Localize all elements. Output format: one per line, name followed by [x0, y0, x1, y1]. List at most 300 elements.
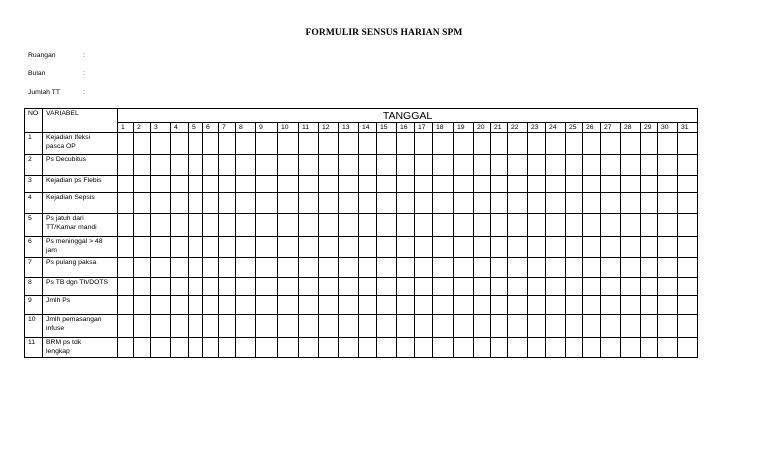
day-cell: [319, 237, 339, 258]
day-cell: [474, 237, 491, 258]
day-cell: [203, 133, 219, 155]
day-cell: [118, 315, 134, 338]
day-cell: [256, 193, 278, 214]
day-cell: [236, 155, 256, 176]
day-cell: [546, 338, 566, 358]
day-number: 16: [397, 123, 415, 133]
day-cell: [528, 214, 546, 237]
day-cell: [256, 338, 278, 358]
day-cell: [454, 296, 474, 315]
day-cell: [641, 315, 658, 338]
day-cell: [118, 258, 134, 278]
day-cell: [601, 258, 621, 278]
day-cell: [678, 133, 698, 155]
day-cell: [621, 237, 641, 258]
day-number: 10: [278, 123, 299, 133]
day-cell: [474, 338, 491, 358]
row-no: 8: [25, 278, 43, 296]
day-cell: [134, 176, 151, 193]
day-cell: [601, 237, 621, 258]
day-cell: [236, 315, 256, 338]
day-number: 21: [491, 123, 508, 133]
day-cell: [339, 315, 359, 338]
day-cell: [171, 133, 189, 155]
day-cell: [359, 296, 377, 315]
day-cell: [546, 237, 566, 258]
day-cell: [491, 338, 508, 358]
day-number: 30: [658, 123, 678, 133]
day-cell: [171, 315, 189, 338]
day-number: 14: [359, 123, 377, 133]
day-cell: [171, 176, 189, 193]
day-cell: [546, 258, 566, 278]
day-cell: [474, 176, 491, 193]
day-number: 29: [641, 123, 658, 133]
day-cell: [359, 338, 377, 358]
day-cell: [151, 278, 171, 296]
day-cell: [641, 155, 658, 176]
day-number: 1: [118, 123, 134, 133]
day-cell: [528, 133, 546, 155]
day-cell: [151, 214, 171, 237]
day-cell: [658, 155, 678, 176]
row-variabel: Ps pulang paksa: [43, 258, 118, 278]
day-cell: [583, 155, 601, 176]
day-cell: [601, 214, 621, 237]
day-cell: [189, 214, 203, 237]
day-cell: [171, 155, 189, 176]
day-cell: [621, 176, 641, 193]
day-cell: [491, 176, 508, 193]
day-cell: [377, 258, 397, 278]
day-cell: [601, 296, 621, 315]
day-cell: [256, 296, 278, 315]
day-cell: [601, 155, 621, 176]
day-cell: [583, 338, 601, 358]
day-cell: [397, 155, 415, 176]
day-cell: [397, 278, 415, 296]
table-row: [25, 193, 698, 214]
day-cell: [319, 278, 339, 296]
day-cell: [415, 237, 433, 258]
day-cell: [256, 214, 278, 237]
day-cell: [566, 176, 583, 193]
day-cell: [134, 338, 151, 358]
day-cell: [359, 237, 377, 258]
day-cell: [203, 338, 219, 358]
day-cell: [508, 193, 528, 214]
day-cell: [278, 133, 299, 155]
row-no: 4: [25, 193, 43, 214]
day-cell: [339, 176, 359, 193]
table-row: [25, 176, 698, 193]
day-cell: [566, 278, 583, 296]
day-cell: [134, 155, 151, 176]
day-cell: [678, 296, 698, 315]
day-cell: [299, 315, 319, 338]
table-row: [25, 338, 698, 358]
day-cell: [566, 237, 583, 258]
day-cell: [134, 133, 151, 155]
day-number: 23: [528, 123, 546, 133]
day-cell: [641, 193, 658, 214]
day-cell: [171, 214, 189, 237]
day-cell: [189, 193, 203, 214]
day-cell: [601, 193, 621, 214]
day-number: 2: [134, 123, 151, 133]
day-cell: [678, 278, 698, 296]
day-cell: [491, 258, 508, 278]
row-no: 9: [25, 296, 43, 315]
day-cell: [658, 193, 678, 214]
day-cell: [219, 278, 236, 296]
day-cell: [189, 315, 203, 338]
day-cell: [219, 214, 236, 237]
day-cell: [621, 338, 641, 358]
day-cell: [171, 258, 189, 278]
day-cell: [236, 214, 256, 237]
day-cell: [641, 278, 658, 296]
day-cell: [415, 214, 433, 237]
day-cell: [203, 214, 219, 237]
day-number: 4: [171, 123, 189, 133]
day-cell: [151, 176, 171, 193]
day-cell: [118, 338, 134, 358]
day-cell: [299, 237, 319, 258]
row-variabel: Ps Decubitus: [43, 155, 118, 176]
day-number: 31: [678, 123, 698, 133]
day-cell: [474, 155, 491, 176]
row-no: 7: [25, 258, 43, 278]
day-cell: [278, 237, 299, 258]
day-cell: [433, 296, 454, 315]
day-cell: [528, 296, 546, 315]
header-variabel: VARIABEL: [43, 109, 118, 133]
day-header-row: [25, 123, 698, 133]
day-cell: [583, 176, 601, 193]
day-cell: [583, 258, 601, 278]
day-cell: [658, 315, 678, 338]
day-cell: [299, 278, 319, 296]
day-cell: [658, 176, 678, 193]
day-cell: [641, 237, 658, 258]
day-cell: [278, 338, 299, 358]
day-cell: [528, 155, 546, 176]
day-cell: [528, 176, 546, 193]
day-cell: [601, 338, 621, 358]
day-number: 15: [377, 123, 397, 133]
table-row: [25, 214, 698, 237]
day-cell: [491, 133, 508, 155]
day-number: 17: [415, 123, 433, 133]
day-cell: [219, 338, 236, 358]
day-cell: [415, 296, 433, 315]
day-cell: [236, 338, 256, 358]
day-cell: [508, 133, 528, 155]
day-cell: [377, 193, 397, 214]
row-no: 1: [25, 133, 43, 155]
day-number: 20: [474, 123, 491, 133]
day-cell: [118, 296, 134, 315]
row-variabel: Ps meninggal > 48 jam: [43, 237, 118, 258]
day-cell: [433, 155, 454, 176]
day-cell: [508, 214, 528, 237]
day-cell: [508, 338, 528, 358]
day-cell: [491, 315, 508, 338]
day-cell: [491, 237, 508, 258]
day-cell: [641, 258, 658, 278]
day-cell: [377, 214, 397, 237]
field-ruangan-label: Ruangan: [28, 52, 56, 59]
day-cell: [359, 176, 377, 193]
row-no: 3: [25, 176, 43, 193]
day-cell: [474, 278, 491, 296]
day-cell: [118, 133, 134, 155]
day-cell: [339, 193, 359, 214]
day-cell: [621, 155, 641, 176]
day-number: 26: [583, 123, 601, 133]
day-cell: [151, 155, 171, 176]
day-cell: [339, 296, 359, 315]
day-cell: [256, 278, 278, 296]
day-cell: [203, 296, 219, 315]
day-cell: [678, 155, 698, 176]
day-cell: [256, 176, 278, 193]
day-cell: [454, 155, 474, 176]
day-cell: [118, 176, 134, 193]
day-cell: [319, 315, 339, 338]
day-cell: [546, 315, 566, 338]
day-cell: [454, 237, 474, 258]
day-cell: [219, 315, 236, 338]
day-cell: [397, 193, 415, 214]
day-cell: [359, 278, 377, 296]
day-cell: [171, 296, 189, 315]
day-cell: [236, 296, 256, 315]
day-cell: [377, 176, 397, 193]
day-number: 24: [546, 123, 566, 133]
row-variabel: Jmlh pemasangan infuse: [43, 315, 118, 338]
day-cell: [546, 193, 566, 214]
day-cell: [299, 133, 319, 155]
day-cell: [601, 315, 621, 338]
day-cell: [658, 133, 678, 155]
day-cell: [203, 176, 219, 193]
day-cell: [474, 315, 491, 338]
day-cell: [219, 237, 236, 258]
day-cell: [299, 155, 319, 176]
day-cell: [203, 193, 219, 214]
table-row: [25, 296, 698, 315]
day-cell: [189, 176, 203, 193]
day-cell: [377, 315, 397, 338]
day-cell: [359, 193, 377, 214]
day-number: 7: [219, 123, 236, 133]
sensus-table: [24, 108, 698, 358]
day-cell: [118, 278, 134, 296]
day-cell: [641, 296, 658, 315]
day-cell: [641, 176, 658, 193]
day-cell: [219, 296, 236, 315]
field-jumlah-tt-label: Jumlah TT: [28, 89, 60, 96]
day-cell: [454, 193, 474, 214]
day-cell: [621, 193, 641, 214]
day-cell: [278, 193, 299, 214]
table-row: [25, 278, 698, 296]
day-cell: [151, 193, 171, 214]
day-cell: [397, 214, 415, 237]
day-cell: [621, 296, 641, 315]
day-cell: [528, 338, 546, 358]
day-cell: [546, 176, 566, 193]
day-cell: [508, 176, 528, 193]
day-cell: [546, 155, 566, 176]
day-cell: [397, 133, 415, 155]
day-cell: [433, 258, 454, 278]
day-number: 12: [319, 123, 339, 133]
day-cell: [339, 133, 359, 155]
day-cell: [151, 237, 171, 258]
field-bulan-label: Bulan: [28, 70, 46, 77]
day-cell: [339, 237, 359, 258]
day-cell: [583, 133, 601, 155]
row-no: 11: [25, 338, 43, 358]
day-cell: [678, 258, 698, 278]
day-cell: [278, 296, 299, 315]
day-cell: [219, 258, 236, 278]
day-cell: [415, 155, 433, 176]
day-cell: [415, 193, 433, 214]
header-tanggal: TANGGAL: [118, 109, 698, 123]
day-cell: [566, 155, 583, 176]
row-variabel: BRM ps tdk lengkap: [43, 338, 118, 358]
day-cell: [601, 176, 621, 193]
day-number: 9: [256, 123, 278, 133]
day-cell: [319, 338, 339, 358]
day-cell: [151, 133, 171, 155]
day-cell: [377, 278, 397, 296]
day-cell: [415, 338, 433, 358]
row-variabel: Kejadian Sepsis: [43, 193, 118, 214]
day-cell: [583, 315, 601, 338]
day-cell: [377, 155, 397, 176]
day-cell: [508, 278, 528, 296]
day-cell: [528, 193, 546, 214]
day-cell: [546, 278, 566, 296]
day-cell: [433, 176, 454, 193]
day-cell: [278, 315, 299, 338]
day-cell: [601, 278, 621, 296]
day-cell: [236, 193, 256, 214]
day-cell: [359, 315, 377, 338]
day-cell: [397, 338, 415, 358]
row-variabel: Ps TB dgn Th/DOTS: [43, 278, 118, 296]
day-cell: [658, 278, 678, 296]
day-cell: [528, 315, 546, 338]
row-variabel: Kejadian Ifeksi pasca OP: [43, 133, 118, 155]
day-cell: [319, 193, 339, 214]
day-cell: [658, 214, 678, 237]
day-cell: [339, 258, 359, 278]
day-cell: [118, 214, 134, 237]
day-cell: [508, 258, 528, 278]
day-cell: [433, 278, 454, 296]
day-cell: [397, 176, 415, 193]
day-cell: [621, 133, 641, 155]
day-cell: [203, 278, 219, 296]
day-cell: [508, 237, 528, 258]
day-cell: [203, 258, 219, 278]
day-cell: [678, 176, 698, 193]
day-cell: [189, 258, 203, 278]
day-cell: [621, 278, 641, 296]
day-cell: [319, 133, 339, 155]
day-cell: [203, 155, 219, 176]
header-row: [25, 109, 698, 123]
header-no: NO: [25, 109, 43, 133]
day-cell: [118, 237, 134, 258]
day-cell: [641, 133, 658, 155]
day-cell: [189, 133, 203, 155]
day-cell: [641, 214, 658, 237]
row-variabel: Kejadian ps Flebis: [43, 176, 118, 193]
day-cell: [678, 315, 698, 338]
day-cell: [397, 315, 415, 338]
day-cell: [118, 193, 134, 214]
day-cell: [299, 296, 319, 315]
day-cell: [319, 296, 339, 315]
day-cell: [566, 315, 583, 338]
day-cell: [433, 214, 454, 237]
day-cell: [203, 315, 219, 338]
day-cell: [474, 258, 491, 278]
day-cell: [203, 237, 219, 258]
day-cell: [415, 176, 433, 193]
day-number: 6: [203, 123, 219, 133]
day-cell: [491, 278, 508, 296]
day-cell: [171, 278, 189, 296]
day-cell: [415, 315, 433, 338]
day-cell: [415, 278, 433, 296]
day-cell: [566, 133, 583, 155]
day-number: 22: [508, 123, 528, 133]
field-bulan: [28, 69, 228, 78]
day-cell: [278, 214, 299, 237]
day-cell: [319, 258, 339, 278]
day-cell: [299, 214, 319, 237]
day-cell: [546, 214, 566, 237]
day-cell: [528, 278, 546, 296]
day-number: 13: [339, 123, 359, 133]
day-cell: [189, 296, 203, 315]
table-row: [25, 258, 698, 278]
day-cell: [566, 214, 583, 237]
form-title: FORMULIR SENSUS HARIAN SPM: [305, 28, 463, 38]
day-cell: [171, 237, 189, 258]
row-no: 10: [25, 315, 43, 338]
day-cell: [508, 315, 528, 338]
day-cell: [319, 155, 339, 176]
day-cell: [433, 338, 454, 358]
day-cell: [339, 155, 359, 176]
day-cell: [546, 296, 566, 315]
day-cell: [134, 258, 151, 278]
day-cell: [678, 338, 698, 358]
day-cell: [339, 338, 359, 358]
day-cell: [566, 258, 583, 278]
day-cell: [219, 133, 236, 155]
field-bulan-separator: :: [83, 70, 85, 77]
